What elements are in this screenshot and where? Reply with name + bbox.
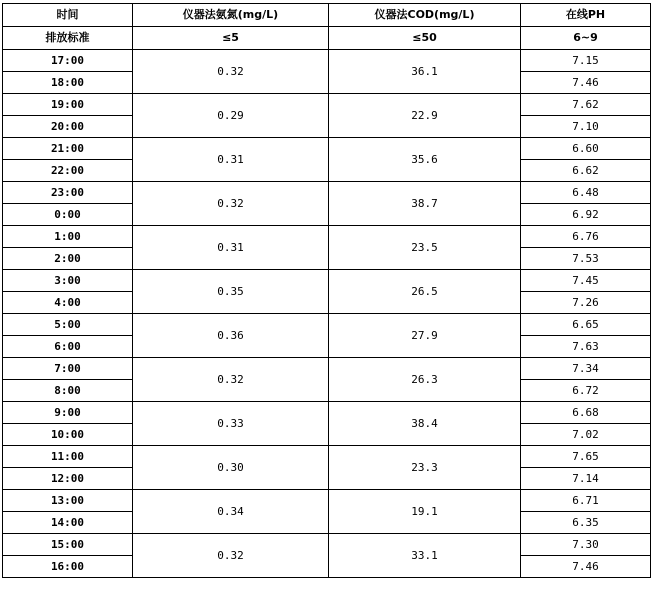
table-row [3,446,651,468]
time-cell: 12:00 [3,468,133,490]
time-cell: 0:00 [3,204,133,226]
cod-cell: 38.4 [329,402,521,446]
cod-cell: 23.5 [329,226,521,270]
table-row [3,490,651,512]
standard-cod: ≤50 [329,27,521,50]
ammonia-cell: 0.31 [133,226,329,270]
time-cell: 21:00 [3,138,133,160]
ammonia-cell: 0.29 [133,94,329,138]
ph-cell: 6.72 [521,380,651,402]
cod-cell: 33.1 [329,534,521,578]
ph-cell: 7.15 [521,50,651,72]
standard-ph: 6~9 [521,27,651,50]
time-cell: 2:00 [3,248,133,270]
ammonia-cell: 0.32 [133,534,329,578]
time-cell: 11:00 [3,446,133,468]
ph-cell: 7.45 [521,270,651,292]
ph-cell: 6.92 [521,204,651,226]
ph-cell: 7.46 [521,556,651,578]
ph-cell: 7.34 [521,358,651,380]
ph-cell: 7.65 [521,446,651,468]
header-row [3,4,651,27]
ph-cell: 7.46 [521,72,651,94]
time-cell: 15:00 [3,534,133,556]
header-ammonia: 仪器法氨氮(mg/L) [133,4,329,27]
cod-cell: 26.3 [329,358,521,402]
time-cell: 10:00 [3,424,133,446]
cod-cell: 23.3 [329,446,521,490]
time-cell: 17:00 [3,50,133,72]
cod-cell: 19.1 [329,490,521,534]
cod-cell: 36.1 [329,50,521,94]
table-row [3,50,651,72]
table-row [3,138,651,160]
cod-cell: 26.5 [329,270,521,314]
standard-row [3,27,651,50]
table-row [3,270,651,292]
ph-cell: 7.02 [521,424,651,446]
time-cell: 5:00 [3,314,133,336]
time-cell: 4:00 [3,292,133,314]
ph-cell: 6.35 [521,512,651,534]
ammonia-cell: 0.36 [133,314,329,358]
time-cell: 16:00 [3,556,133,578]
table-row [3,358,651,380]
cod-cell: 38.7 [329,182,521,226]
ph-cell: 6.76 [521,226,651,248]
table-row [3,534,651,556]
ammonia-cell: 0.31 [133,138,329,182]
time-cell: 13:00 [3,490,133,512]
ph-cell: 6.62 [521,160,651,182]
ph-cell: 7.53 [521,248,651,270]
ph-cell: 6.71 [521,490,651,512]
ammonia-cell: 0.32 [133,50,329,94]
ph-cell: 7.30 [521,534,651,556]
ammonia-cell: 0.30 [133,446,329,490]
ph-cell: 6.68 [521,402,651,424]
time-cell: 19:00 [3,94,133,116]
ph-cell: 6.60 [521,138,651,160]
time-cell: 1:00 [3,226,133,248]
ammonia-cell: 0.35 [133,270,329,314]
ammonia-cell: 0.33 [133,402,329,446]
table-row [3,94,651,116]
ammonia-cell: 0.32 [133,182,329,226]
standard-label: 排放标准 [3,27,133,50]
cod-cell: 27.9 [329,314,521,358]
time-cell: 8:00 [3,380,133,402]
table-row [3,314,651,336]
table-row [3,402,651,424]
time-cell: 20:00 [3,116,133,138]
table-row [3,226,651,248]
time-cell: 22:00 [3,160,133,182]
time-cell: 6:00 [3,336,133,358]
header-time: 时间 [3,4,133,27]
monitoring-table [2,3,651,578]
ammonia-cell: 0.32 [133,358,329,402]
ph-cell: 6.48 [521,182,651,204]
ph-cell: 7.14 [521,468,651,490]
ph-cell: 7.62 [521,94,651,116]
ammonia-cell: 0.34 [133,490,329,534]
cod-cell: 22.9 [329,94,521,138]
time-cell: 14:00 [3,512,133,534]
time-cell: 3:00 [3,270,133,292]
ph-cell: 7.63 [521,336,651,358]
time-cell: 23:00 [3,182,133,204]
ph-cell: 7.26 [521,292,651,314]
header-ph: 在线PH [521,4,651,27]
standard-ammonia: ≤5 [133,27,329,50]
header-cod: 仪器法COD(mg/L) [329,4,521,27]
cod-cell: 35.6 [329,138,521,182]
time-cell: 18:00 [3,72,133,94]
time-cell: 7:00 [3,358,133,380]
ph-cell: 7.10 [521,116,651,138]
ph-cell: 6.65 [521,314,651,336]
time-cell: 9:00 [3,402,133,424]
table-row [3,182,651,204]
